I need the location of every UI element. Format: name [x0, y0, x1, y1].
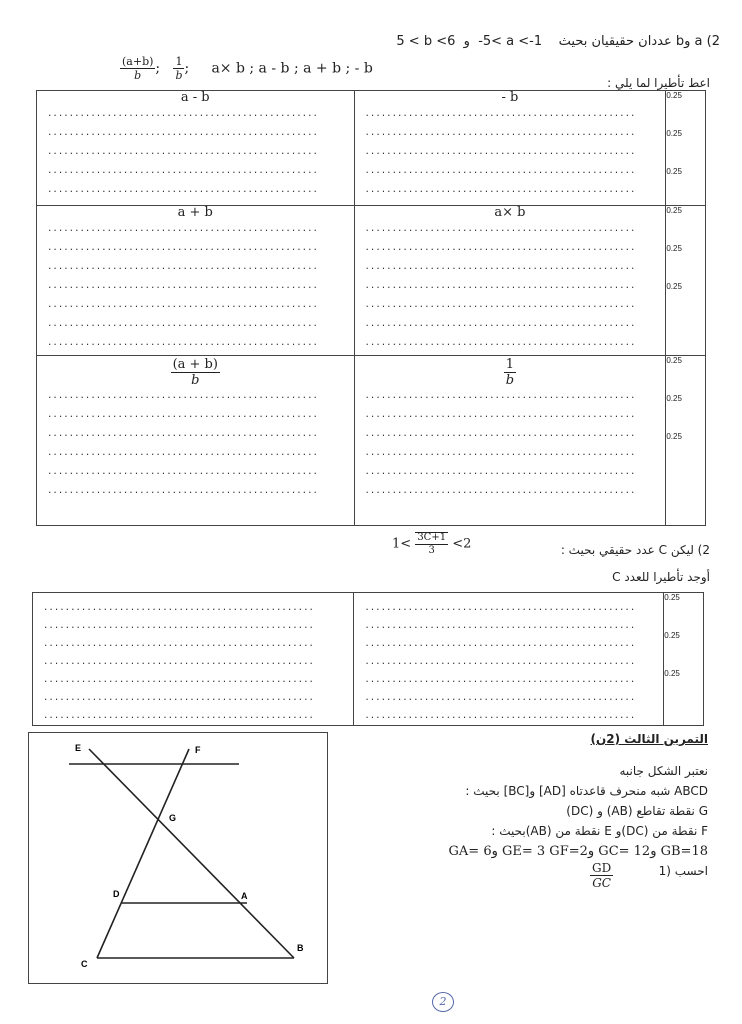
ex3-title: التمرين الثالث (2ن) [590, 732, 708, 746]
dotted-line: .................................................. [43, 639, 314, 649]
cell-sum-over-b [37, 356, 355, 526]
point-label: D [113, 889, 120, 899]
q1-den: GC [592, 876, 611, 890]
dotted-line: .................................................. [47, 166, 318, 176]
dotted-line: .................................................. [43, 657, 314, 667]
score: 0.25 [666, 356, 682, 365]
dotted-line: .................................................. [364, 185, 636, 195]
dotted-line: .................................................. [364, 319, 636, 329]
dotted-line: .................................................. [47, 486, 318, 496]
cell-a-times-b [354, 206, 666, 356]
q2b-title: 2) ليكن C عدد حقيقي بحيث : [560, 543, 710, 557]
line-fc [97, 749, 189, 958]
score: 0.25 [666, 129, 682, 138]
dotted-line: .................................................. [47, 338, 318, 348]
dotted-line: .................................................. [364, 711, 636, 721]
score: 0.25 [666, 244, 682, 253]
ex3-q1 [560, 861, 708, 878]
ex3-line5: GA= 6و GE= 3 GF=2و GC= 12و GB=18 [448, 844, 708, 859]
dotted-line: .................................................. [43, 621, 314, 631]
dotted-line: .................................................. [47, 410, 318, 420]
dotted-line: .................................................. [364, 243, 636, 253]
dotted-line: .................................................. [364, 224, 636, 234]
cell-a-plus-b [37, 206, 355, 356]
ineq-den: 3 [428, 545, 435, 556]
figure-frame [28, 732, 328, 984]
dotted-line: .................................................. [47, 109, 318, 119]
score: 0.25 [666, 432, 682, 441]
head-a-plus-b: a + b [177, 205, 213, 220]
expr-inv-num: 1 [175, 55, 183, 68]
c-cell-left [33, 593, 354, 726]
dotted-line: .................................................. [47, 147, 318, 157]
q2-intro: 2) a وb عددان حقيقيان بحيث [558, 34, 720, 49]
dotted-line: .................................................. [364, 486, 636, 496]
dotted-line: .................................................. [47, 300, 318, 310]
head-sum-num: (a + b) [172, 357, 218, 372]
dotted-line: .................................................. [47, 281, 318, 291]
dotted-line: .................................................. [47, 319, 318, 329]
bounds-table [36, 90, 706, 526]
score: 0.25 [666, 206, 682, 215]
cond-a: -5< a <-1 [478, 34, 543, 49]
head-inv-den: b [505, 373, 515, 388]
head-a-times-b: a× b [494, 205, 526, 220]
q2b-inequality [392, 532, 471, 556]
dotted-line: .................................................. [47, 262, 318, 272]
dotted-line: .................................................. [364, 300, 636, 310]
dotted-line: .................................................. [364, 147, 636, 157]
dotted-line: .................................................. [43, 675, 314, 685]
expressions-line: $\frac{(a+b)}{b}$ ; $\frac{1}{b}$ ; a× b ; a - b ; a + b ; - b [122, 55, 373, 82]
dotted-line: .................................................. [47, 128, 318, 138]
score-cell-1 [666, 91, 706, 206]
dotted-line: .................................................. [364, 281, 636, 291]
dotted-line: .................................................. [43, 693, 314, 703]
dotted-line: .................................................. [364, 128, 636, 138]
score: 0.25 [664, 669, 680, 678]
dotted-line: .................................................. [364, 603, 636, 613]
ineq-right: <2 [452, 536, 472, 552]
head-sum-den: b [191, 373, 200, 388]
c-score-cell [664, 593, 704, 726]
point-label: A [241, 891, 248, 901]
page-number-mark: 2 [432, 992, 454, 1012]
ex3-line3: G نقطة تقاطع (AB) و (DC) [566, 804, 708, 818]
dotted-line: .................................................. [364, 467, 636, 477]
head-minus-b: - b [501, 90, 519, 105]
ineq-left: 1< [392, 536, 412, 552]
dotted-line: .................................................. [364, 391, 636, 401]
dotted-line: .................................................. [364, 262, 636, 272]
dotted-line: .................................................. [47, 448, 318, 458]
point-label: C [81, 959, 88, 969]
cond-b: 5 < b <6 [396, 34, 456, 49]
ex3-line4: F نقطة من (DC)و E نقطة من (AB)بحيث : [491, 824, 708, 838]
q1-num: GD [592, 861, 612, 875]
dotted-line: .................................................. [364, 429, 636, 439]
expr-rest: a× b ; a - b ; a + b ; - b [211, 60, 373, 77]
give-bounds: اعط تأطيرا لما يلي : [607, 76, 710, 90]
score: 0.25 [664, 593, 680, 602]
dotted-line: .................................................. [364, 657, 636, 667]
dotted-line: .................................................. [47, 243, 318, 253]
and-word: و [463, 34, 470, 49]
score-cell-2 [666, 206, 706, 356]
dotted-line: .................................................. [43, 711, 314, 721]
dotted-line: .................................................. [364, 693, 636, 703]
cell-inverse-b [354, 356, 666, 526]
dotted-line: .................................................. [364, 675, 636, 685]
ex3-line1: نعتبر الشكل جانبه [619, 764, 708, 778]
point-label: E [75, 743, 82, 753]
score: 0.25 [666, 91, 682, 100]
dotted-line: .................................................. [364, 109, 636, 119]
cell-a-minus-b [37, 91, 355, 206]
score: 0.25 [666, 167, 682, 176]
dotted-line: .................................................. [364, 448, 636, 458]
dotted-line: .................................................. [47, 185, 318, 195]
dotted-line: .................................................. [364, 621, 636, 631]
expr-frac-num: (a+b) [122, 55, 154, 68]
score: 0.25 [666, 394, 682, 403]
ineq-num: 3C+1 [417, 532, 447, 543]
trapezoid-figure [29, 733, 327, 983]
score: 0.25 [664, 631, 680, 640]
dotted-line: .................................................. [364, 338, 636, 348]
dotted-line: .................................................. [47, 224, 318, 234]
ex3-line2: ABCD شبه منحرف قاعدتاه [AD] و[BC] بحيث : [465, 784, 708, 798]
q1-fraction [590, 862, 613, 889]
expr-frac-den: b [134, 69, 142, 82]
point-label: G [169, 813, 177, 823]
dotted-line: .................................................. [47, 467, 318, 477]
c-bounds-table [32, 592, 704, 726]
score-cell-3 [666, 356, 706, 526]
dotted-line: .................................................. [364, 166, 636, 176]
head-inv-num: 1 [505, 357, 515, 372]
dotted-line: .................................................. [364, 639, 636, 649]
dotted-line: .................................................. [47, 391, 318, 401]
cell-minus-b [354, 91, 666, 206]
head-a-minus-b: a - b [180, 90, 210, 105]
point-label: B [297, 943, 304, 953]
q2b-task: أوجد تأطيرا للعدد C [612, 570, 710, 584]
dotted-line: .................................................. [364, 410, 636, 420]
dotted-line: .................................................. [47, 429, 318, 439]
line-eb [89, 749, 294, 958]
point-label: F [195, 745, 201, 755]
c-cell-right [354, 593, 664, 726]
expr-inv-den: b [175, 69, 183, 82]
score: 0.25 [666, 282, 682, 291]
dotted-line: .................................................. [43, 603, 314, 613]
q1-label: 1) احسب [658, 864, 708, 878]
